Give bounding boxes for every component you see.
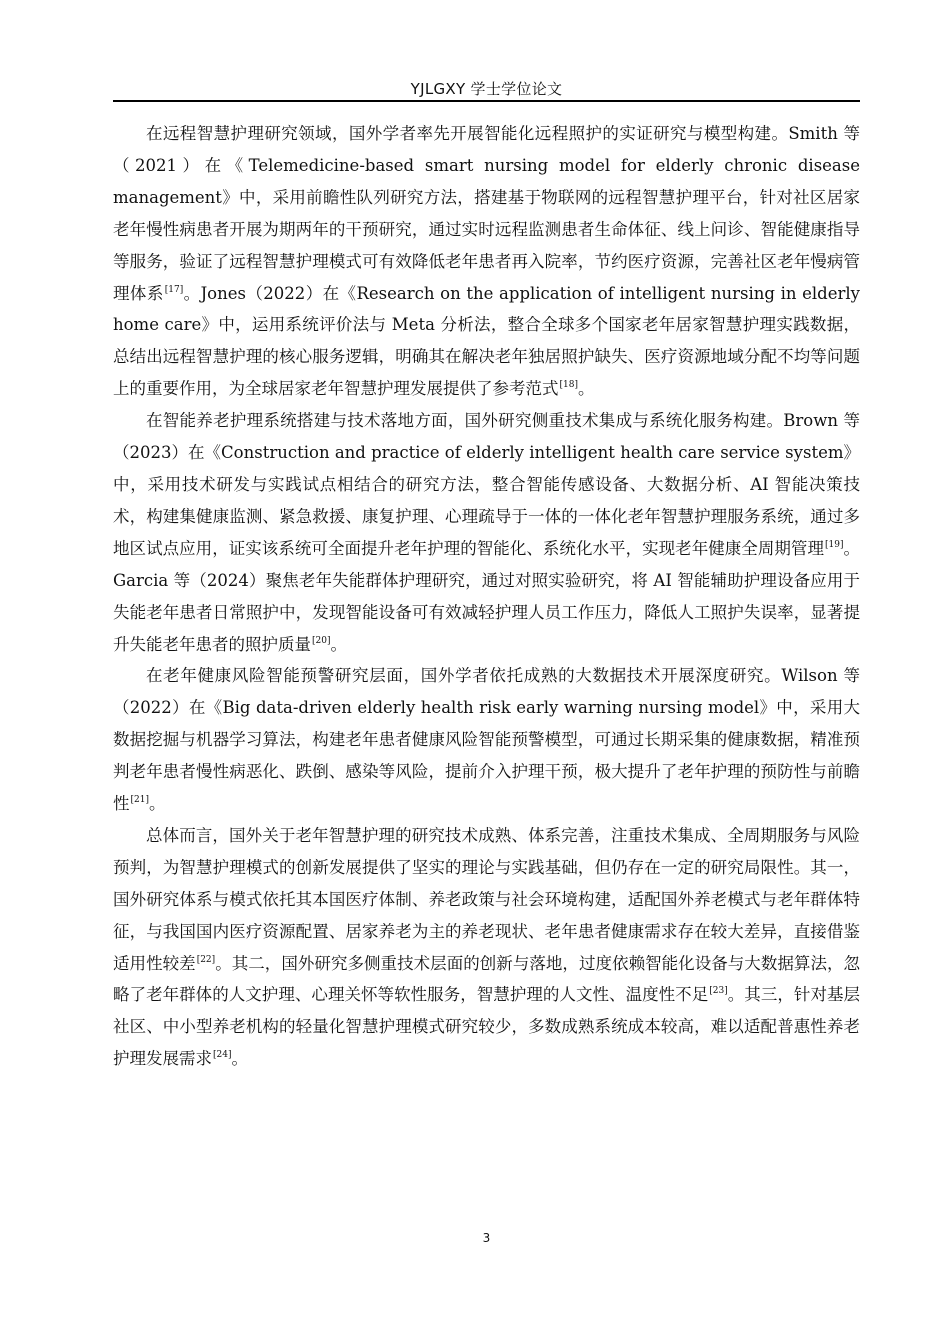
paragraph-text: 总体而言，国外关于老年智慧护理的研究技术成熟、体系完善，注重技术集成、全周期服务与风险预判，为智慧护理模式的创新发展提供了坚实的理论与实践基础，但仍存在一定的研究局限性。其一，国外研究体系与模式依托其本国医疗体制、养老政策与社会环境构建，适配国外养老模式与老年群体特征，与我国国内医疗资源配置、居家养老为主的养老现状、老年患者健康需求存在较大差异，直接借鉴适用性较差 (113, 825, 860, 973)
paragraph-text: 。Jones（2022）在《Research on the application of intelligent nursing in elderly home care》中，运用系统评价法与 Meta 分析法，整合全球多个国家老年居家智慧护理实践数据，总结出远程智慧护理的核心服务逻辑，明确其在解决老年独居照护缺失、医疗资源地域分配不均等问题上的重要作用，为全球居家老年智慧护理发展提供了参考范式 (113, 283, 860, 399)
citation-reference: [21] (130, 795, 149, 806)
paragraph-text: 。Garcia 等（2024）聚焦老年失能群体护理研究，通过对照实验研究，将 AI 智能辅助护理设备应用于失能老年患者日常照护中，发现智能设备可有效减轻护理人员工作压力，降低人工照护失误率，显著提升失能老年患者的照护质量 (113, 538, 861, 654)
paragraph-text: 。其三，针对基层社区、中小型养老机构的轻量化智慧护理模式研究较少，多数成熟系统成本较高，难以适配普惠性养老护理发展需求 (113, 985, 861, 1069)
citation-reference: [20] (312, 635, 331, 646)
paragraph-text: 。 (577, 379, 595, 399)
page-number: 3 (482, 1231, 491, 1245)
paragraph-text: 在老年健康风险智能预警研究层面，国外学者依托成熟的大数据技术开展深度研究。Wilson 等（2022）在《Big data-driven elderly health risk early warning nursing model》中，采用大数据挖掘与机器学习算法，构建老年患者健康风险智能预警模型，可通过长期采集的健康数据，精准预判老年患者慢性病恶化、跌倒、感染等风险，提前介入护理干预，极大提升了老年护理的预防性与前瞻性 (113, 666, 860, 814)
citation-reference: [24] (213, 1050, 232, 1061)
paragraph-text: 。 (148, 794, 166, 814)
body-paragraph (113, 660, 860, 820)
citation-reference: [17] (164, 284, 184, 295)
citation-reference: [18] (559, 380, 578, 391)
paragraph-text: 在智能养老护理系统搭建与技术落地方面，国外研究侧重技术集成与系统化服务构建。Brown 等（2023）在《Construction and practice of elderly intelligent health care service system》中，采用技术研发与实践试点相结合的研究方法，整合智能传感设备、大数据分析、AI 智能决策技术，构建集健康监测、紧急救援、康复护理、心理疏导于一体的一体化老年智慧护理服务系统，通过多地区试点应用，证实该系统可全面提升老年护理的智能化、系统化水平，实现老年健康全周期管理 (113, 411, 860, 558)
body-paragraph (113, 118, 860, 405)
citation-reference: [23] (709, 986, 728, 997)
paragraph-text: 。 (231, 1049, 248, 1069)
paragraph-text: 在远程智慧护理研究领域，国外学者率先开展智能化远程照护的实证研究与模型构建。Smith 等（2021）在《Telemedicine-based smart nursing model for elderly chronic disease management》中，采用前瞻性队列研究方法，搭建基于物联网的远程智慧护理平台，针对社区居家老年慢性病患者开展为期两年的干预研究，通过实时远程监测患者生命体征、线上问诊、智能健康指导等服务，验证了远程智慧护理模式可有效降低老年患者再入院率，节约医疗资源，完善社区老年慢病管理体系 (113, 124, 860, 303)
page-header: YJLGXY 学士学位论文 (410, 80, 563, 98)
body-paragraph (113, 820, 860, 1075)
paragraph-text: 。其二，国外研究多侧重技术层面的创新与落地，过度依赖智能化设备与大数据算法，忽略了老年群体的人文护理、心理关怀等软性服务，智慧护理的人文性、温度性不足 (113, 953, 861, 1005)
citation-reference: [22] (196, 954, 216, 965)
body-text (113, 118, 860, 1075)
header-rule (113, 100, 860, 102)
paragraph-text: 。 (330, 634, 347, 654)
body-paragraph (113, 405, 860, 660)
citation-reference: [19] (824, 539, 844, 550)
